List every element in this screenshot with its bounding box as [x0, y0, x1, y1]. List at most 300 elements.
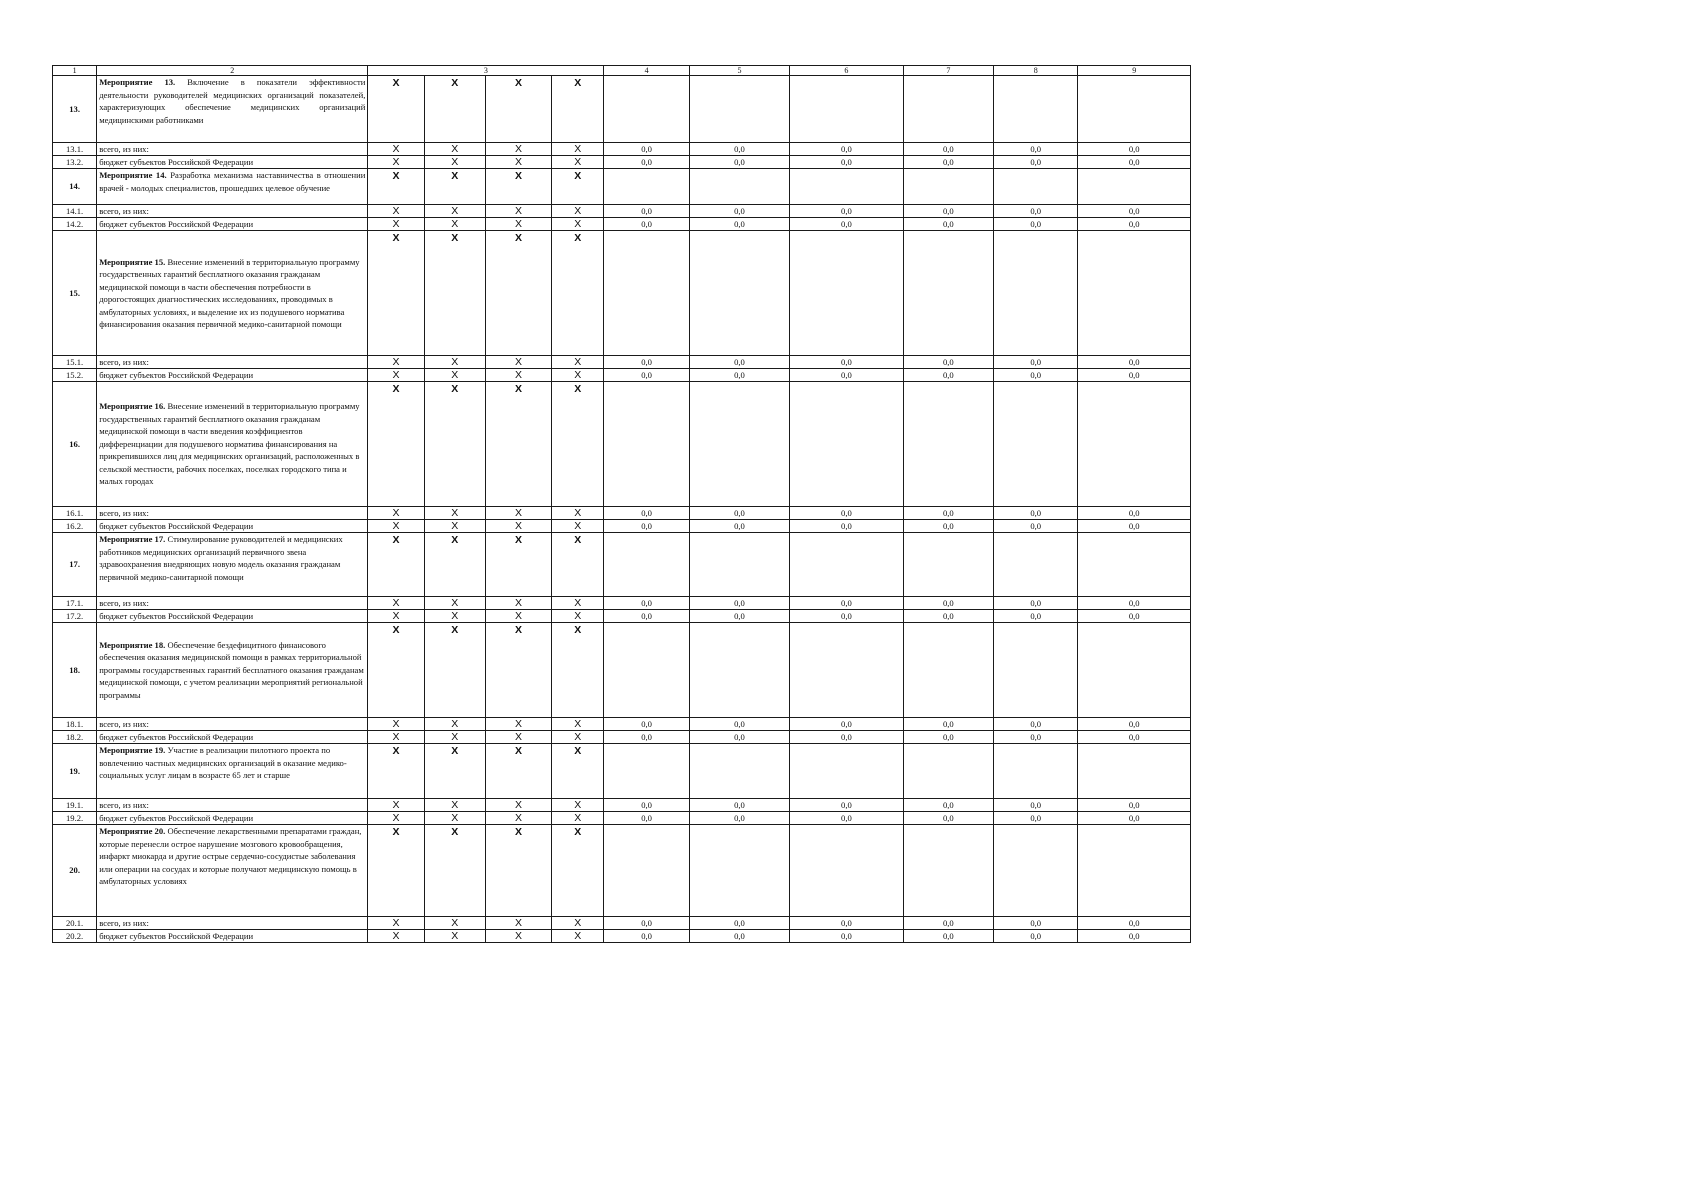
value-cell: 0,0	[903, 930, 993, 943]
x-mark-cell: X	[485, 917, 551, 930]
x-mark-cell: X	[368, 917, 424, 930]
value-cell: 0,0	[1078, 731, 1191, 744]
x-mark-cell: X	[552, 369, 604, 382]
value-cell	[604, 533, 689, 597]
measure-title: Мероприятие 14.	[99, 170, 167, 180]
value-cell: 0,0	[903, 520, 993, 533]
value-cell: 0,0	[994, 718, 1078, 731]
row-description	[97, 520, 368, 533]
row-number: 14.2.	[53, 218, 97, 231]
row-description	[97, 231, 368, 356]
value-cell: 0,0	[994, 799, 1078, 812]
row-description	[97, 382, 368, 507]
row-description	[97, 610, 368, 623]
value-cell	[790, 744, 903, 799]
value-cell	[790, 382, 903, 507]
x-mark-cell: X	[368, 169, 424, 205]
row-number: 14.1.	[53, 205, 97, 218]
row-number: 20.1.	[53, 917, 97, 930]
value-cell: 0,0	[903, 156, 993, 169]
sub-row	[53, 520, 1191, 533]
row-number: 20.2.	[53, 930, 97, 943]
value-cell: 0,0	[1078, 718, 1191, 731]
value-cell: 0,0	[903, 356, 993, 369]
sub-row	[53, 799, 1191, 812]
x-mark-cell: X	[552, 917, 604, 930]
measure-text: Включение в показатели эффективности деятельности руководителей медицинских организаций показателей, характеризующих обеспечение медицинских организаций медицинскими работниками	[99, 77, 366, 125]
sub-text: всего, из них:	[99, 508, 149, 518]
value-cell: 0,0	[604, 218, 689, 231]
row-number: 18.	[53, 623, 97, 718]
measure-title: Мероприятие 16.	[99, 401, 166, 412]
measures-table	[52, 65, 1191, 943]
measure-row	[53, 623, 1191, 718]
x-mark-cell: X	[368, 533, 424, 597]
value-cell: 0,0	[903, 718, 993, 731]
x-mark-cell: X	[424, 520, 485, 533]
value-cell: 0,0	[689, 356, 789, 369]
value-cell: 0,0	[604, 930, 689, 943]
x-mark-cell: X	[485, 731, 551, 744]
value-cell: 0,0	[903, 143, 993, 156]
value-cell	[1078, 623, 1191, 718]
measure-row	[53, 231, 1191, 356]
value-cell: 0,0	[994, 610, 1078, 623]
value-cell	[903, 744, 993, 799]
value-cell: 0,0	[1078, 507, 1191, 520]
sub-row	[53, 930, 1191, 943]
row-number: 13.2.	[53, 156, 97, 169]
row-description	[97, 507, 368, 520]
value-cell	[994, 744, 1078, 799]
value-cell: 0,0	[1078, 520, 1191, 533]
value-cell	[790, 623, 903, 718]
row-description	[97, 76, 368, 143]
value-cell: 0,0	[604, 731, 689, 744]
value-cell: 0,0	[604, 156, 689, 169]
x-mark-cell: X	[485, 533, 551, 597]
x-mark-cell: X	[485, 507, 551, 520]
x-mark-cell: X	[552, 812, 604, 825]
x-mark-cell: X	[485, 718, 551, 731]
document-page	[52, 65, 1191, 943]
sub-text: бюджет субъектов Российской Федерации	[99, 157, 254, 167]
row-number: 15.	[53, 231, 97, 356]
value-cell: 0,0	[604, 597, 689, 610]
header-col-6: 6	[790, 66, 903, 76]
x-mark-cell: X	[485, 812, 551, 825]
value-cell: 0,0	[994, 356, 1078, 369]
x-mark-cell: X	[424, 610, 485, 623]
value-cell: 0,0	[994, 156, 1078, 169]
value-cell	[689, 533, 789, 597]
value-cell: 0,0	[994, 917, 1078, 930]
row-description	[97, 356, 368, 369]
value-cell	[604, 623, 689, 718]
row-number: 13.1.	[53, 143, 97, 156]
sub-text: бюджет субъектов Российской Федерации	[99, 611, 254, 621]
value-cell	[903, 533, 993, 597]
measure-title: Мероприятие 19.	[99, 745, 166, 755]
value-cell: 0,0	[994, 369, 1078, 382]
x-mark-cell: X	[368, 623, 424, 718]
x-mark-cell: X	[485, 825, 551, 917]
value-cell: 0,0	[1078, 812, 1191, 825]
row-description	[97, 169, 368, 205]
value-cell: 0,0	[790, 520, 903, 533]
value-cell: 0,0	[994, 218, 1078, 231]
sub-text: всего, из них:	[99, 800, 149, 810]
value-cell	[994, 76, 1078, 143]
value-cell	[1078, 169, 1191, 205]
value-cell: 0,0	[689, 143, 789, 156]
value-cell: 0,0	[689, 718, 789, 731]
header-col-2: 2	[97, 66, 368, 76]
x-mark-cell: X	[424, 76, 485, 143]
sub-row	[53, 812, 1191, 825]
value-cell: 0,0	[790, 369, 903, 382]
value-cell: 0,0	[1078, 356, 1191, 369]
value-cell: 0,0	[790, 930, 903, 943]
x-mark-cell: X	[424, 169, 485, 205]
x-mark-cell: X	[424, 218, 485, 231]
value-cell: 0,0	[994, 812, 1078, 825]
value-cell: 0,0	[604, 520, 689, 533]
value-cell: 0,0	[604, 356, 689, 369]
x-mark-cell: X	[368, 76, 424, 143]
value-cell: 0,0	[790, 812, 903, 825]
value-cell: 0,0	[1078, 799, 1191, 812]
x-mark-cell: X	[368, 799, 424, 812]
value-cell: 0,0	[903, 507, 993, 520]
row-number: 16.2.	[53, 520, 97, 533]
x-mark-cell: X	[424, 356, 485, 369]
x-mark-cell: X	[424, 382, 485, 507]
value-cell: 0,0	[903, 812, 993, 825]
sub-text: всего, из них:	[99, 918, 149, 928]
row-description	[97, 812, 368, 825]
value-cell: 0,0	[994, 731, 1078, 744]
sub-text: бюджет субъектов Российской Федерации	[99, 732, 254, 742]
sub-text: бюджет субъектов Российской Федерации	[99, 219, 254, 229]
row-description	[97, 205, 368, 218]
row-description	[97, 825, 368, 917]
x-mark-cell: X	[368, 231, 424, 356]
value-cell	[903, 623, 993, 718]
row-number: 15.2.	[53, 369, 97, 382]
x-mark-cell: X	[424, 369, 485, 382]
x-mark-cell: X	[552, 156, 604, 169]
x-mark-cell: X	[485, 520, 551, 533]
sub-text: всего, из них:	[99, 144, 149, 154]
value-cell: 0,0	[689, 610, 789, 623]
value-cell: 0,0	[604, 799, 689, 812]
value-cell: 0,0	[903, 369, 993, 382]
value-cell	[689, 169, 789, 205]
x-mark-cell: X	[552, 731, 604, 744]
x-mark-cell: X	[424, 731, 485, 744]
value-cell: 0,0	[689, 917, 789, 930]
x-mark-cell: X	[552, 718, 604, 731]
value-cell	[604, 76, 689, 143]
x-mark-cell: X	[552, 799, 604, 812]
sub-row	[53, 597, 1191, 610]
value-cell: 0,0	[790, 917, 903, 930]
measure-row	[53, 533, 1191, 597]
value-cell: 0,0	[1078, 218, 1191, 231]
value-cell: 0,0	[994, 597, 1078, 610]
row-number: 17.1.	[53, 597, 97, 610]
sub-text: бюджет субъектов Российской Федерации	[99, 521, 254, 531]
x-mark-cell: X	[424, 205, 485, 218]
x-mark-cell: X	[552, 533, 604, 597]
value-cell	[903, 382, 993, 507]
x-mark-cell: X	[424, 718, 485, 731]
row-description	[97, 930, 368, 943]
x-mark-cell: X	[368, 143, 424, 156]
value-cell: 0,0	[1078, 205, 1191, 218]
sub-row	[53, 218, 1191, 231]
value-cell: 0,0	[689, 520, 789, 533]
header-col-5: 5	[689, 66, 789, 76]
x-mark-cell: X	[368, 930, 424, 943]
x-mark-cell: X	[485, 205, 551, 218]
value-cell: 0,0	[994, 507, 1078, 520]
x-mark-cell: X	[368, 610, 424, 623]
value-cell	[790, 231, 903, 356]
value-cell	[689, 231, 789, 356]
header-col-3: 3	[368, 66, 604, 76]
value-cell: 0,0	[1078, 610, 1191, 623]
value-cell: 0,0	[790, 507, 903, 520]
x-mark-cell: X	[552, 930, 604, 943]
x-mark-cell: X	[424, 507, 485, 520]
value-cell: 0,0	[604, 205, 689, 218]
x-mark-cell: X	[552, 169, 604, 205]
row-number: 19.	[53, 744, 97, 799]
value-cell	[1078, 744, 1191, 799]
value-cell	[604, 169, 689, 205]
x-mark-cell: X	[368, 731, 424, 744]
sub-row	[53, 356, 1191, 369]
sub-text: бюджет субъектов Российской Федерации	[99, 931, 254, 941]
row-description	[97, 597, 368, 610]
row-description	[97, 143, 368, 156]
x-mark-cell: X	[368, 205, 424, 218]
measure-title: Мероприятие 18.	[99, 639, 166, 650]
measure-text: Разработка механизма наставничества в отношении врачей - молодых специалистов, прошедших целевое обучение	[99, 170, 366, 193]
row-description	[97, 533, 368, 597]
value-cell: 0,0	[790, 156, 903, 169]
value-cell: 0,0	[604, 812, 689, 825]
value-cell	[1078, 76, 1191, 143]
value-cell: 0,0	[1078, 917, 1191, 930]
value-cell: 0,0	[1078, 143, 1191, 156]
value-cell: 0,0	[790, 597, 903, 610]
x-mark-cell: X	[552, 825, 604, 917]
x-mark-cell: X	[552, 143, 604, 156]
x-mark-cell: X	[552, 231, 604, 356]
measure-title: Мероприятие 13.	[99, 77, 176, 87]
x-mark-cell: X	[424, 812, 485, 825]
value-cell	[1078, 231, 1191, 356]
value-cell: 0,0	[689, 218, 789, 231]
value-cell	[994, 169, 1078, 205]
x-mark-cell: X	[368, 507, 424, 520]
row-description	[97, 799, 368, 812]
x-mark-cell: X	[552, 610, 604, 623]
sub-row	[53, 731, 1191, 744]
value-cell: 0,0	[790, 799, 903, 812]
measure-text: Обеспечение лекарственными препаратами граждан, которые перенесли острое нарушение мозгового кровообращения, инфаркт миокарда и другие острые сердечно-сосудистые заболевания или операции на сосудах и которые получают медицинскую помощь в амбулаторных условиях	[99, 826, 362, 886]
x-mark-cell: X	[424, 917, 485, 930]
x-mark-cell: X	[552, 205, 604, 218]
value-cell: 0,0	[689, 507, 789, 520]
header-col-4: 4	[604, 66, 689, 76]
x-mark-cell: X	[368, 520, 424, 533]
value-cell	[994, 382, 1078, 507]
row-number: 19.2.	[53, 812, 97, 825]
x-mark-cell: X	[485, 597, 551, 610]
value-cell	[790, 825, 903, 917]
value-cell: 0,0	[994, 143, 1078, 156]
measure-text: Внесение изменений в территориальную программу государственных гарантий бесплатного оказания гражданам медицинской помощи в части введения коэффициентов дифференциации для подушевого норматива финансирования на прикрепившихся лиц для медицинских организаций, расположенных в сельской местности, рабочих поселках, поселках городского типа и малых городах	[99, 401, 360, 487]
sub-row	[53, 205, 1191, 218]
value-cell	[689, 76, 789, 143]
value-cell: 0,0	[994, 520, 1078, 533]
value-cell: 0,0	[604, 917, 689, 930]
sub-text: всего, из них:	[99, 598, 149, 608]
row-number: 17.	[53, 533, 97, 597]
measure-text: Внесение изменений в территориальную программу государственных гарантий бесплатного оказания гражданам медицинской помощи в части обеспечения потребности в дорогостоящих диагностических исследованиях, проводимых в амбулаторных условиях, и выделение их из подушевого норматива финансирования оказания первичной медико-санитарной помощи	[99, 256, 360, 329]
x-mark-cell: X	[552, 623, 604, 718]
row-description	[97, 218, 368, 231]
x-mark-cell: X	[552, 382, 604, 507]
value-cell: 0,0	[903, 799, 993, 812]
row-number: 13.	[53, 76, 97, 143]
value-cell: 0,0	[903, 205, 993, 218]
sub-text: всего, из них:	[99, 206, 149, 216]
measure-row	[53, 169, 1191, 205]
value-cell	[689, 825, 789, 917]
value-cell: 0,0	[903, 610, 993, 623]
row-number: 14.	[53, 169, 97, 205]
value-cell: 0,0	[604, 369, 689, 382]
value-cell	[689, 382, 789, 507]
sub-row	[53, 917, 1191, 930]
x-mark-cell: X	[424, 930, 485, 943]
value-cell	[790, 76, 903, 143]
x-mark-cell: X	[552, 507, 604, 520]
row-number: 16.1.	[53, 507, 97, 520]
value-cell: 0,0	[903, 597, 993, 610]
x-mark-cell: X	[368, 812, 424, 825]
x-mark-cell: X	[552, 356, 604, 369]
x-mark-cell: X	[368, 369, 424, 382]
measure-text: Стимулирование руководителей и медицинских работников медицинских организаций первичного звена здравоохранения внедряющих новую модель оказания гражданам первичной медико-санитарной помощи	[99, 534, 343, 582]
value-cell: 0,0	[689, 731, 789, 744]
x-mark-cell: X	[485, 382, 551, 507]
value-cell: 0,0	[790, 143, 903, 156]
measure-title: Мероприятие 15.	[99, 256, 166, 267]
x-mark-cell: X	[368, 744, 424, 799]
x-mark-cell: X	[424, 825, 485, 917]
x-mark-cell: X	[552, 520, 604, 533]
value-cell	[1078, 825, 1191, 917]
x-mark-cell: X	[424, 744, 485, 799]
value-cell	[903, 169, 993, 205]
row-number: 19.1.	[53, 799, 97, 812]
x-mark-cell: X	[552, 76, 604, 143]
x-mark-cell: X	[485, 799, 551, 812]
value-cell	[689, 623, 789, 718]
row-description	[97, 156, 368, 169]
value-cell: 0,0	[903, 218, 993, 231]
value-cell: 0,0	[604, 143, 689, 156]
x-mark-cell: X	[552, 218, 604, 231]
measure-title: Мероприятие 17.	[99, 534, 166, 544]
value-cell: 0,0	[604, 610, 689, 623]
header-col-7: 7	[903, 66, 993, 76]
x-mark-cell: X	[485, 169, 551, 205]
value-cell: 0,0	[994, 930, 1078, 943]
value-cell: 0,0	[790, 731, 903, 744]
x-mark-cell: X	[368, 597, 424, 610]
value-cell: 0,0	[689, 597, 789, 610]
value-cell: 0,0	[1078, 930, 1191, 943]
header-row	[53, 66, 1191, 76]
row-number: 20.	[53, 825, 97, 917]
sub-text: бюджет субъектов Российской Федерации	[99, 370, 254, 380]
header-col-8: 8	[994, 66, 1078, 76]
x-mark-cell: X	[424, 597, 485, 610]
value-cell: 0,0	[689, 799, 789, 812]
header-col-1: 1	[53, 66, 97, 76]
measure-row	[53, 382, 1191, 507]
x-mark-cell: X	[485, 143, 551, 156]
x-mark-cell: X	[424, 533, 485, 597]
value-cell	[994, 533, 1078, 597]
value-cell: 0,0	[689, 156, 789, 169]
row-number: 17.2.	[53, 610, 97, 623]
x-mark-cell: X	[424, 799, 485, 812]
value-cell: 0,0	[994, 205, 1078, 218]
x-mark-cell: X	[368, 718, 424, 731]
sub-row	[53, 718, 1191, 731]
measure-title: Мероприятие 20.	[99, 826, 166, 836]
value-cell: 0,0	[689, 205, 789, 218]
x-mark-cell: X	[368, 825, 424, 917]
value-cell: 0,0	[790, 218, 903, 231]
value-cell	[903, 231, 993, 356]
row-description	[97, 718, 368, 731]
row-number: 15.1.	[53, 356, 97, 369]
value-cell	[994, 825, 1078, 917]
value-cell	[604, 744, 689, 799]
sub-text: всего, из них:	[99, 357, 149, 367]
x-mark-cell: X	[485, 623, 551, 718]
measure-row	[53, 744, 1191, 799]
sub-row	[53, 369, 1191, 382]
value-cell: 0,0	[689, 930, 789, 943]
row-number: 16.	[53, 382, 97, 507]
x-mark-cell: X	[552, 744, 604, 799]
sub-text: всего, из них:	[99, 719, 149, 729]
value-cell: 0,0	[790, 205, 903, 218]
x-mark-cell: X	[485, 930, 551, 943]
x-mark-cell: X	[424, 143, 485, 156]
value-cell	[903, 825, 993, 917]
